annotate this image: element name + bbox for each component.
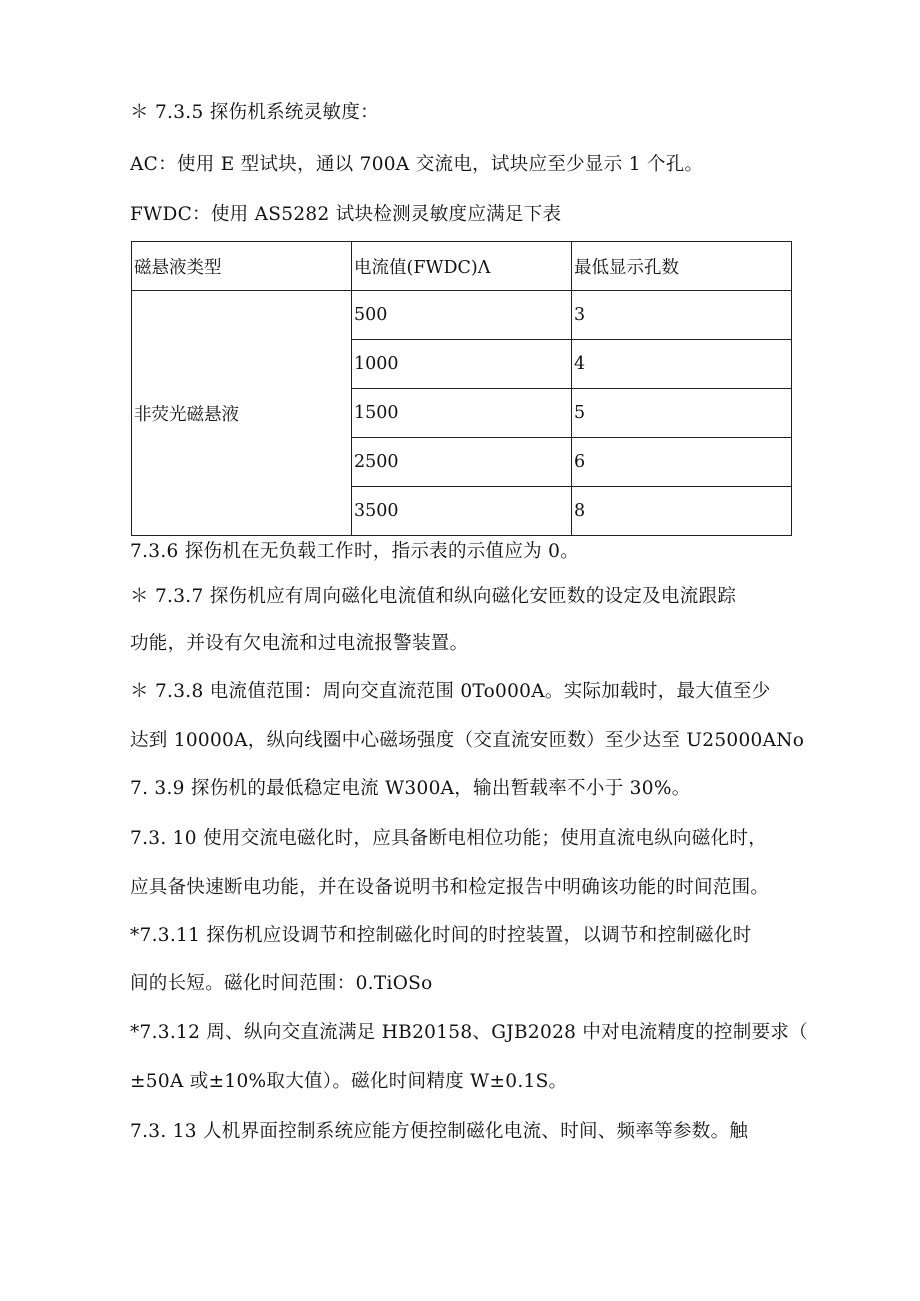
- paragraph-7-3-11-line2: 间的长短。磁化时间范围：0.TiOSo: [130, 973, 433, 994]
- paragraph-7-3-10-line2: 应具备快速断电功能，并在设备说明书和检定报告中明确该功能的时间范围。: [130, 877, 770, 898]
- current-cell: 1000: [352, 340, 572, 389]
- paragraph-7-3-6: 7.3.6 探伤机在无负载工作时，指示表的示值应为 0。: [130, 541, 580, 562]
- paragraph-7-3-13-line1: 7.3. 13 人机界面控制系统应能方便控制磁化电流、时间、频率等参数。触: [130, 1121, 749, 1142]
- table-row: [132, 291, 792, 340]
- table-header-row: [132, 242, 792, 291]
- paragraph-fwdc: FWDC：使用 AS5282 试块检测灵敏度应满足下表: [130, 204, 562, 225]
- holes-cell: 3: [572, 291, 792, 340]
- paragraph-7-3-7-line1: ＊ 7.3.7 探伤机应有周向磁化电流值和纵向磁化安匝数的设定及电流跟踪: [130, 586, 737, 607]
- paragraph-7-3-12-line1: *7.3.12 周、纵向交直流满足 HB20158、GJB2028 中对电流精度的控制要求（: [130, 1022, 808, 1043]
- holes-cell: 6: [572, 438, 792, 487]
- paragraph-7-3-11-line1: *7.3.11 探伤机应设调节和控制磁化时间的时控装置，以调节和控制磁化时: [130, 925, 752, 946]
- current-cell: 500: [352, 291, 572, 340]
- paragraph-7-3-9: 7. 3.9 探伤机的最低稳定电流 W300A，输出暂载率不小于 30%。: [130, 778, 691, 799]
- holes-cell: 8: [572, 487, 792, 536]
- header-min-holes: 最低显示孔数: [572, 242, 792, 291]
- sensitivity-table: [131, 241, 792, 536]
- holes-cell: 4: [572, 340, 792, 389]
- paragraph-7-3-10-line1: 7.3. 10 使用交流电磁化时，应具备断电相位功能；使用直流电纵向磁化时，: [130, 828, 768, 849]
- header-current: 电流值(FWDC)Λ: [352, 242, 572, 291]
- paragraph-7-3-12-line2: ±50A 或±10%取大值）。磁化时间精度 W±0.1S。: [130, 1071, 568, 1092]
- current-cell: 3500: [352, 487, 572, 536]
- paragraph-7-3-8-line1: ＊ 7.3.8 电流值范围：周向交直流范围 0To000A。实际加载时，最大值至少: [130, 681, 771, 702]
- fluid-type-cell: 非荧光磁悬液: [132, 291, 352, 536]
- header-fluid-type: 磁悬液类型: [132, 242, 352, 291]
- current-cell: 2500: [352, 438, 572, 487]
- current-cell: 1500: [352, 389, 572, 438]
- paragraph-7-3-5: ＊ 7.3.5 探伤机系统灵敏度：: [130, 102, 379, 123]
- paragraph-7-3-8-line2: 达到 10000A，纵向线圈中心磁场强度（交直流安匝数）至少达至 U25000ANo: [130, 730, 805, 751]
- paragraph-ac: AC：使用 E 型试块，通以 700A 交流电，试块应至少显示 1 个孔。: [130, 154, 704, 175]
- holes-cell: 5: [572, 389, 792, 438]
- paragraph-7-3-7-line2: 功能，并设有欠电流和过电流报警装置。: [130, 633, 469, 654]
